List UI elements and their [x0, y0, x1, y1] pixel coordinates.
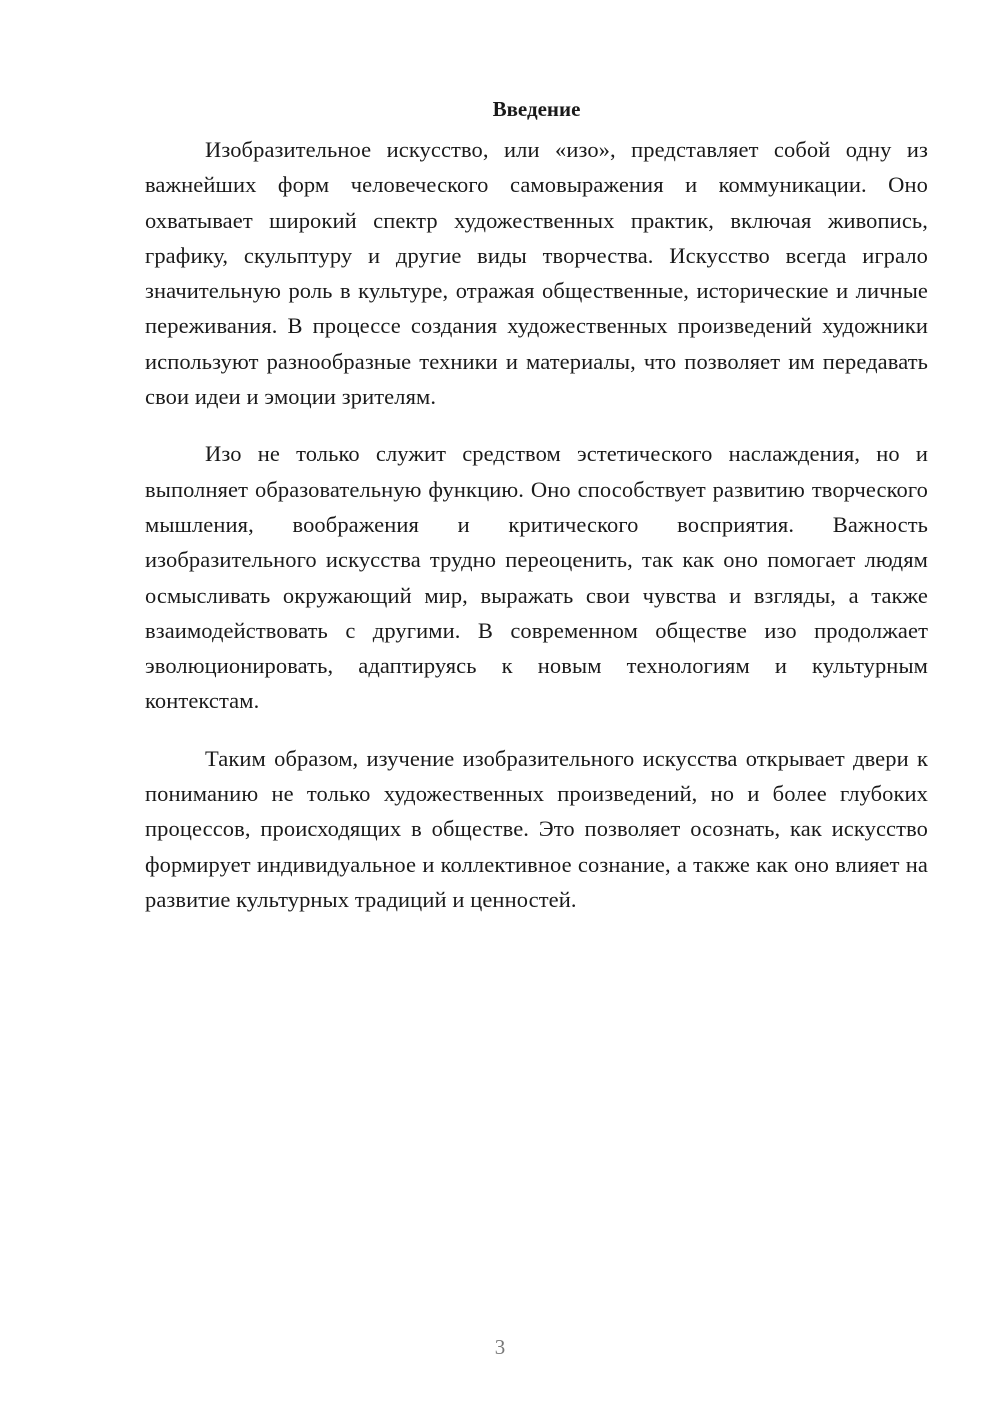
paragraph-3: Таким образом, изучение изобразительного искусства открывает двери к пониманию не только художественных произведений, но и более глубоких процессов, происходящих в обществе. Это позволяет осознать, как искусство формирует индивидуальное и коллективное сознание, а также как оно влияет на развитие культурных традиций и ценностей.	[145, 745, 928, 912]
page-content	[145, 92, 928, 939]
page-number: 3	[494, 1335, 506, 1359]
paragraph-2: Изо не только служит средством эстетического наслаждения, но и выполняет образовательную функцию. Оно способствует развитию творческого мышления, воображения и критического восприятия. Важность изобразительного искусства трудно переоценить, так как оно помогает людям осмысливать окружающий мир, выражать свои чувства и взгляды, а также взаимодействовать с другими. В современном обществе изо продолжает эволюционировать, адаптируясь к новым технологиям и культурным контекстам.	[145, 441, 928, 714]
section-title: Введение	[492, 97, 581, 121]
paragraph-1: Изобразительное искусство, или «изо», представляет собой одну из важнейших форм человеческого самовыражения и коммуникации. Оно охватывает широкий спектр художественных практик, включая живопись, графику, скульптуру и другие виды творчества. Искусство всегда играло значительную роль в культуре, отражая общественные, исторические и личные переживания. В процессе создания художественных произведений художники используют разнообразные техники и материалы, что позволяет им передавать свои идеи и эмоции зрителям.	[145, 137, 928, 410]
